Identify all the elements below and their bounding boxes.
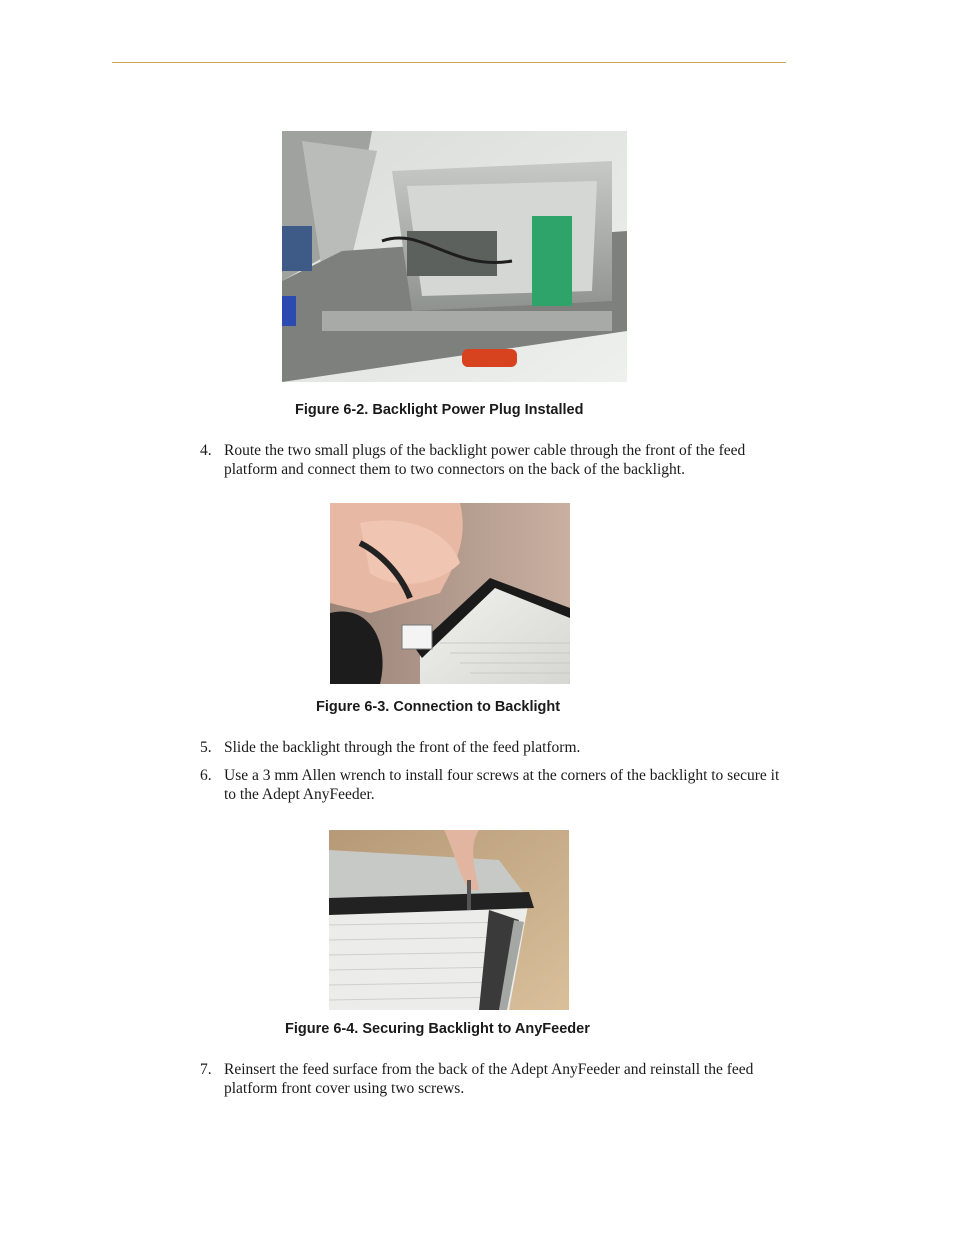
step-number: 4. xyxy=(200,442,212,459)
figure-caption: Figure 6-3. Connection to Backlight xyxy=(316,699,561,715)
step-item xyxy=(200,441,790,479)
step-text: Route the two small plugs of the backlight power cable through the front of the feed platform and connect them to two connectors on the back of the backlight. xyxy=(224,442,746,478)
figure-6-4-photo xyxy=(329,830,569,1010)
step-item xyxy=(200,1060,790,1098)
step-item xyxy=(200,766,790,804)
figure-caption: Figure 6-4. Securing Backlight to AnyFeeder xyxy=(285,1021,590,1037)
step-item xyxy=(200,738,790,757)
step-text: Reinsert the feed surface from the back of the Adept AnyFeeder and reinstall the feed platform front cover using two screws. xyxy=(224,1061,754,1097)
figure-caption: Figure 6-2. Backlight Power Plug Installed xyxy=(295,402,584,418)
step-number: 7. xyxy=(200,1061,212,1078)
header-rule xyxy=(112,62,786,63)
figure-6-2-photo xyxy=(282,131,627,382)
step-text: Use a 3 mm Allen wrench to install four screws at the corners of the backlight to secure it to the Adept AnyFeeder. xyxy=(224,767,780,803)
step-number: 5. xyxy=(200,739,212,756)
figure-6-3-photo xyxy=(330,503,570,684)
step-text: Slide the backlight through the front of the feed platform. xyxy=(224,739,581,756)
step-number: 6. xyxy=(200,767,212,784)
